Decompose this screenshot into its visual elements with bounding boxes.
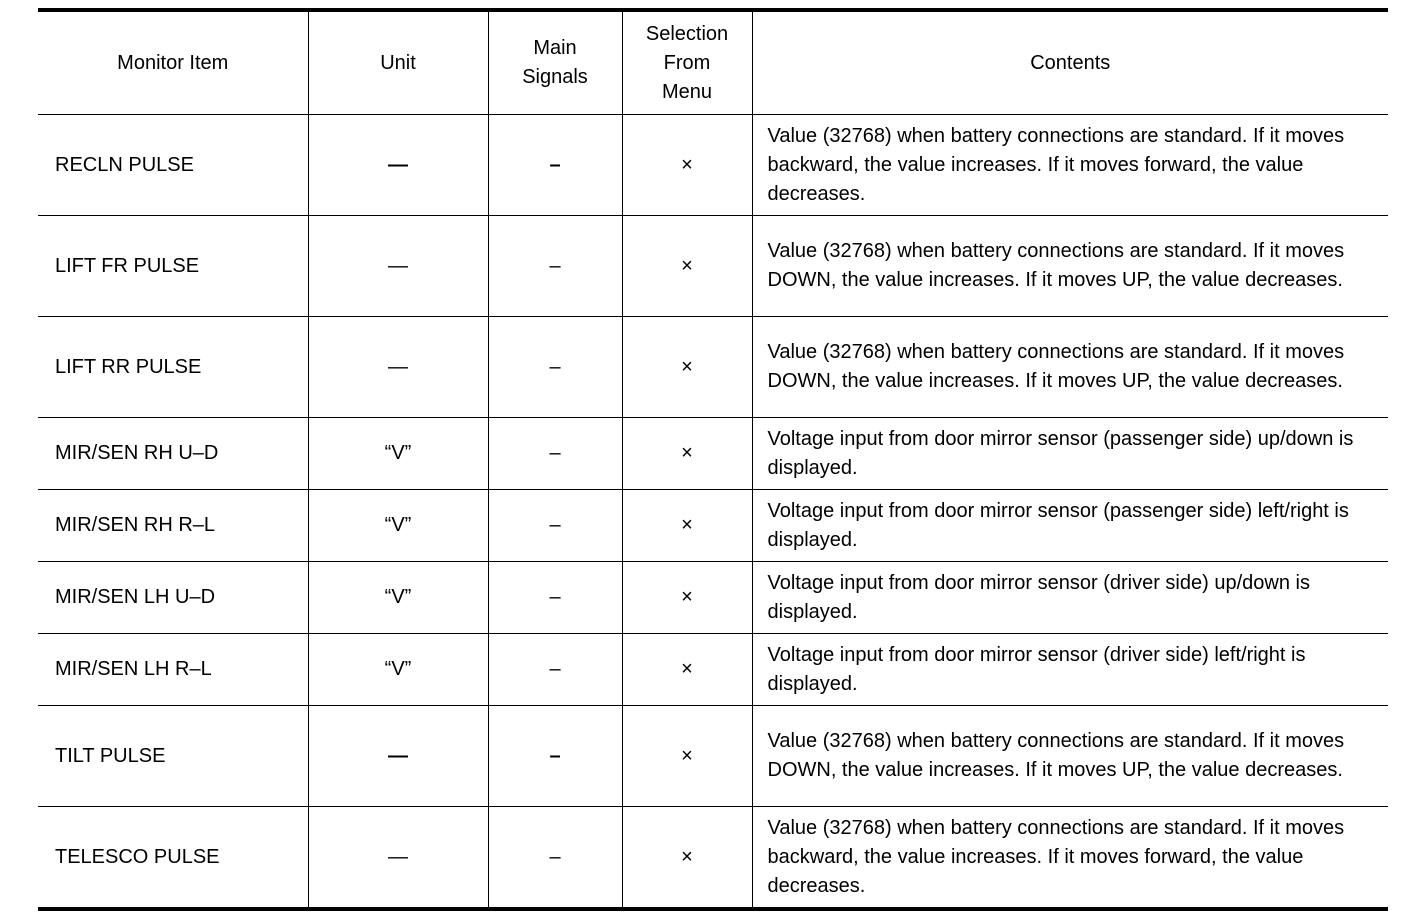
table-row [38,807,1388,910]
contents-cell: Value (32768) when battery connections are standard. If it moves backward, the value increases. If it moves forward, the value decreases. [752,807,1388,910]
unit-cell: “V” [308,490,488,562]
main-signals-cell: – [488,634,622,706]
header-main-signals: Main Signals [488,10,622,115]
monitor-item-cell: LIFT FR PULSE [55,254,200,277]
unit-cell: — [308,317,488,418]
monitor-item-table [38,8,1388,911]
main-signals-cell: – [488,490,622,562]
contents-cell: Voltage input from door mirror sensor (driver side) up/down is displayed. [752,562,1388,634]
table-header-row [38,10,1388,115]
header-monitor-item: Monitor Item [117,51,229,74]
unit-cell: “V” [308,562,488,634]
selection-cell: × [622,562,752,634]
selection-cell: × [622,216,752,317]
table-row [38,634,1388,706]
contents-cell: Voltage input from door mirror sensor (driver side) left/right is displayed. [752,634,1388,706]
contents-cell: Value (32768) when battery connections are standard. If it moves DOWN, the value increases. If it moves UP, the value decreases. [752,317,1388,418]
main-signals-cell: – [488,418,622,490]
monitor-item-cell: MIR/SEN LH U–D [55,586,216,608]
main-signals-cell: – [488,562,622,634]
selection-cell: × [622,490,752,562]
monitor-item-cell: MIR/SEN RH R–L [55,514,216,536]
table-row [38,115,1388,216]
monitor-item-cell: TILT PULSE [55,744,166,767]
unit-cell: — [308,807,488,910]
table-row [38,317,1388,418]
contents-cell: Value (32768) when battery connections are standard. If it moves DOWN, the value increases. If it moves UP, the value decreases. [752,216,1388,317]
table-row [38,216,1388,317]
header-selection-from-menu: Selection From Menu [622,10,752,115]
main-signals-cell: – [488,317,622,418]
header-contents: Contents [752,10,1388,115]
selection-cell: × [622,807,752,910]
selection-cell: × [622,418,752,490]
monitor-item-cell: RECLN PULSE [55,153,194,176]
main-signals-cell: – [488,807,622,910]
unit-cell: “V” [308,634,488,706]
selection-cell: × [622,634,752,706]
main-signals-cell: – [488,115,622,216]
contents-cell: Value (32768) when battery connections are standard. If it moves DOWN, the value increases. If it moves UP, the value decreases. [752,706,1388,807]
monitor-item-cell: TELESCO PULSE [55,845,220,868]
main-signals-cell: – [488,706,622,807]
unit-cell: — [308,216,488,317]
header-unit: Unit [308,10,488,115]
monitor-item-cell: MIR/SEN RH U–D [55,442,219,464]
selection-cell: × [622,706,752,807]
selection-cell: × [622,317,752,418]
unit-cell: — [308,115,488,216]
table-row [38,418,1388,490]
contents-cell: Voltage input from door mirror sensor (passenger side) up/down is displayed. [752,418,1388,490]
unit-cell: — [308,706,488,807]
unit-cell: “V” [308,418,488,490]
table-row [38,706,1388,807]
monitor-item-cell: MIR/SEN LH R–L [55,658,212,680]
monitor-item-cell: LIFT RR PULSE [55,355,202,378]
main-signals-cell: – [488,216,622,317]
contents-cell: Voltage input from door mirror sensor (passenger side) left/right is displayed. [752,490,1388,562]
table-row [38,490,1388,562]
selection-cell: × [622,115,752,216]
contents-cell: Value (32768) when battery connections are standard. If it moves backward, the value increases. If it moves forward, the value decreases. [752,115,1388,216]
table-row [38,562,1388,634]
